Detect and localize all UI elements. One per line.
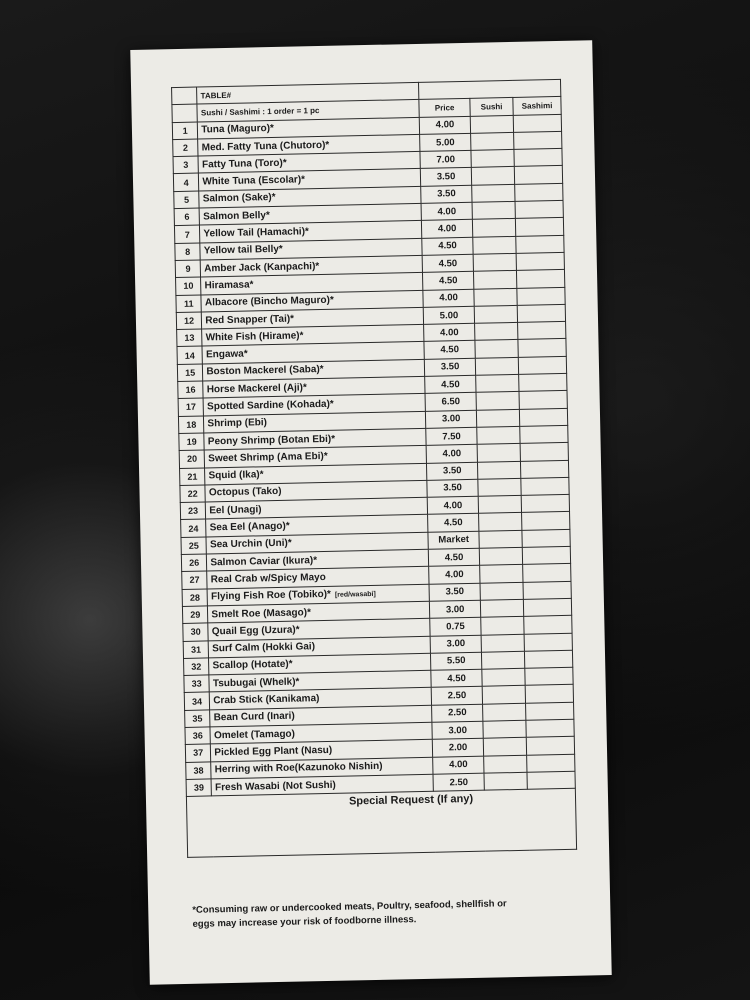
sashimi-qty-field[interactable]: [522, 529, 570, 547]
item-number: 23: [180, 502, 206, 520]
sushi-qty-field[interactable]: [477, 426, 520, 444]
sashimi-qty-field[interactable]: [526, 737, 574, 755]
item-number: 34: [184, 692, 210, 710]
item-name: Quail Egg (Uzura)*: [211, 624, 300, 638]
item-name: Spotted Sardine (Kohada)*: [207, 398, 334, 413]
item-number: 36: [185, 727, 211, 745]
sushi-qty-field[interactable]: [481, 634, 524, 652]
item-price: 7.50: [426, 427, 477, 445]
item-price: 3.00: [426, 410, 477, 428]
item-name: Hiramasa*: [204, 279, 254, 292]
sushi-qty-field[interactable]: [484, 755, 527, 773]
sashimi-header: Sashimi: [513, 97, 561, 115]
item-number: 19: [179, 433, 205, 451]
item-number: 39: [186, 779, 212, 797]
sushi-qty-field[interactable]: [483, 703, 526, 721]
item-name: Med. Fatty Tuna (Chutoro)*: [201, 139, 330, 153]
item-name: Boston Mackerel (Saba)*: [206, 364, 324, 378]
item-number: 24: [181, 519, 207, 537]
item-price: Market: [428, 531, 479, 549]
item-name: Engawa*: [205, 348, 248, 361]
item-price: 4.50: [429, 548, 480, 566]
item-name: Fresh Wasabi (Not Sushi): [214, 779, 336, 793]
sushi-qty-field[interactable]: [476, 409, 519, 427]
item-name: Yellow tail Belly*: [203, 244, 283, 257]
item-number: 28: [182, 589, 208, 607]
item-price: 2.00: [432, 738, 483, 756]
sushi-qty-field[interactable]: [475, 323, 518, 341]
sashimi-qty-field[interactable]: [526, 702, 574, 720]
sashimi-qty-field[interactable]: [527, 754, 575, 772]
sushi-qty-field[interactable]: [473, 271, 516, 289]
item-name: Albacore (Bincho Maguro)*: [204, 294, 334, 309]
sushi-qty-field[interactable]: [479, 513, 522, 531]
sashimi-qty-field[interactable]: [521, 494, 569, 512]
item-price: 4.00: [429, 566, 480, 584]
table-number-label: TABLE#: [197, 82, 419, 104]
sushi-qty-field[interactable]: [477, 461, 520, 479]
sushi-qty-field[interactable]: [482, 668, 525, 686]
item-number: 9: [175, 260, 201, 278]
sashimi-qty-field[interactable]: [518, 322, 566, 340]
item-price: 3.50: [427, 479, 478, 497]
item-number: 21: [180, 468, 206, 486]
item-name: Sweet Shrimp (Ama Ebi)*: [208, 450, 328, 465]
item-price: 5.50: [431, 652, 482, 670]
item-name: Flying Fish Roe (Tobiko)*: [210, 589, 332, 603]
item-number: 35: [185, 710, 211, 728]
item-name: Bean Curd (Inari): [213, 710, 295, 724]
item-price: 4.00: [433, 756, 484, 774]
item-number: 37: [185, 744, 211, 762]
item-number: 4: [173, 174, 199, 192]
special-request-row: [186, 788, 576, 857]
item-price: 2.50: [431, 687, 482, 705]
item-name: Scallop (Hotate)*: [212, 659, 293, 672]
item-price: 2.50: [432, 704, 483, 722]
sushi-qty-field[interactable]: [478, 478, 521, 496]
sashimi-qty-field[interactable]: [513, 114, 561, 132]
sashimi-qty-field[interactable]: [514, 131, 562, 149]
item-number: 30: [183, 623, 209, 641]
item-name: Amber Jack (Kanpachi)*: [204, 260, 320, 275]
item-price: 4.50: [423, 272, 474, 290]
item-price: 4.00: [421, 202, 472, 220]
disclaimer: *Consuming raw or undercooked meats, Poultry, seafood, shellfish or eggs may increase your risk of foodborne illness.: [192, 898, 507, 930]
item-price: 4.00: [422, 220, 473, 238]
sashimi-qty-field[interactable]: [520, 443, 568, 461]
item-name: Omelet (Tamago): [213, 728, 296, 741]
sushi-qty-field[interactable]: [472, 184, 515, 202]
item-price: 3.50: [429, 583, 480, 601]
item-number: 29: [182, 606, 208, 624]
sashimi-qty-field[interactable]: [518, 356, 566, 374]
item-name: Real Crab w/Spicy Mayo: [210, 571, 326, 586]
item-name: White Tuna (Escolar)*: [202, 174, 306, 188]
sushi-qty-field[interactable]: [480, 599, 523, 617]
item-name: Sea Urchin (Uni)*: [209, 538, 292, 551]
sashimi-qty-field[interactable]: [515, 200, 563, 218]
sashimi-qty-field[interactable]: [526, 719, 574, 737]
item-name: Surf Calm (Hokki Gai): [212, 641, 316, 655]
item-number: 16: [178, 381, 204, 399]
item-number: 20: [179, 450, 205, 468]
order-sheet: [130, 40, 611, 984]
sashimi-qty-field[interactable]: [523, 564, 571, 582]
sushi-qty-field[interactable]: [472, 219, 515, 237]
item-number: 11: [176, 295, 202, 313]
item-number: 3: [173, 156, 199, 174]
item-price: 4.00: [419, 116, 470, 134]
sushi-qty-field[interactable]: [475, 357, 518, 375]
item-name: Yellow Tail (Hamachi)*: [203, 226, 310, 240]
sushi-qty-field[interactable]: [471, 167, 514, 185]
item-number: 22: [180, 485, 206, 503]
item-price: 4.50: [428, 514, 479, 532]
sushi-qty-field[interactable]: [476, 374, 519, 392]
item-number: 17: [178, 398, 204, 416]
item-name: Octopus (Tako): [208, 486, 282, 499]
sashimi-qty-field[interactable]: [517, 304, 565, 322]
item-name: White Fish (Hirame)*: [205, 330, 304, 344]
item-price: 5.00: [420, 133, 471, 151]
item-price: 2.50: [433, 773, 484, 791]
sashimi-qty-field[interactable]: [523, 581, 571, 599]
item-number: 14: [177, 346, 203, 364]
item-number: 32: [184, 658, 210, 676]
item-price: 4.00: [423, 289, 474, 307]
sushi-qty-field[interactable]: [481, 651, 524, 669]
item-price: 3.00: [430, 635, 481, 653]
sashimi-qty-field[interactable]: [521, 460, 569, 478]
item-number: 2: [173, 139, 199, 157]
item-name: Herring with Roe(Kazunoko Nishin): [214, 761, 383, 776]
item-price: 4.50: [422, 237, 473, 255]
sashimi-qty-field[interactable]: [522, 512, 570, 530]
item-price: 5.00: [423, 306, 474, 324]
sashimi-qty-field[interactable]: [520, 425, 568, 443]
item-price: 4.50: [431, 669, 482, 687]
sashimi-qty-field[interactable]: [521, 477, 569, 495]
item-name: Tuna (Maguro)*: [201, 123, 275, 136]
sashimi-qty-field[interactable]: [516, 252, 564, 270]
item-name: Fatty Tuna (Toro)*: [201, 157, 287, 171]
sashimi-qty-field[interactable]: [514, 166, 562, 184]
item-name: Crab Stick (Kanikama): [213, 693, 320, 707]
item-name: Red Snapper (Tai)*: [205, 313, 295, 326]
item-price: 4.00: [426, 444, 477, 462]
item-price: 4.50: [425, 375, 476, 393]
special-request-field[interactable]: [186, 788, 576, 857]
item-name: Smelt Roe (Masago)*: [211, 606, 312, 620]
item-number: 38: [186, 761, 212, 779]
item-number: 26: [181, 554, 207, 572]
menu-table: [171, 79, 577, 858]
item-number: 10: [176, 277, 202, 295]
sashimi-qty-field[interactable]: [519, 391, 567, 409]
item-name: Peony Shrimp (Botan Ebi)*: [207, 433, 336, 447]
sushi-qty-field[interactable]: [480, 565, 523, 583]
item-number: 18: [178, 416, 204, 434]
sashimi-qty-field[interactable]: [518, 339, 566, 357]
item-price: 3.00: [432, 721, 483, 739]
item-price: 6.50: [425, 393, 476, 411]
sushi-qty-field[interactable]: [479, 547, 522, 565]
sushi-qty-field[interactable]: [472, 201, 515, 219]
sushi-qty-field[interactable]: [473, 253, 516, 271]
price-header: Price: [419, 99, 470, 117]
item-price: 3.50: [427, 462, 478, 480]
sashimi-qty-field[interactable]: [515, 183, 563, 201]
sashimi-qty-field[interactable]: [519, 373, 567, 391]
item-price: 3.50: [421, 185, 472, 203]
sushi-qty-field[interactable]: [473, 236, 516, 254]
sushi-qty-field[interactable]: [471, 150, 514, 168]
sashimi-qty-field[interactable]: [516, 235, 564, 253]
item-name: Shrimp (Ebi): [207, 417, 268, 430]
item-name: Salmon (Sake)*: [202, 192, 276, 205]
sushi-qty-field[interactable]: [477, 444, 520, 462]
sushi-qty-field[interactable]: [474, 288, 517, 306]
item-price: 3.00: [430, 600, 481, 618]
sushi-qty-field[interactable]: [483, 720, 526, 738]
item-number: 33: [184, 675, 210, 693]
item-price: 7.00: [420, 151, 471, 169]
item-number: 12: [176, 312, 202, 330]
item-name: Sea Eel (Anago)*: [209, 520, 290, 534]
sashimi-qty-field[interactable]: [525, 650, 573, 668]
sushi-qty-field[interactable]: [475, 340, 518, 358]
item-name: Salmon Caviar (Ikura)*: [210, 554, 318, 569]
item-price: 0.75: [430, 617, 481, 635]
item-number: 13: [177, 329, 203, 347]
item-name: Horse Mackerel (Aji)*: [206, 382, 307, 396]
item-price: 4.50: [424, 341, 475, 359]
sashimi-qty-field[interactable]: [525, 667, 573, 685]
item-name: Pickled Egg Plant (Nasu): [214, 744, 333, 759]
sushi-qty-field[interactable]: [476, 392, 519, 410]
item-number: 8: [175, 243, 201, 261]
sushi-qty-field[interactable]: [474, 305, 517, 323]
sushi-qty-field[interactable]: [478, 495, 521, 513]
sashimi-qty-field[interactable]: [517, 270, 565, 288]
item-number: 25: [181, 537, 207, 555]
sashimi-qty-field[interactable]: [517, 287, 565, 305]
item-number: 15: [177, 364, 203, 382]
order-note: Sushi / Sashimi : 1 order = 1 pc: [197, 100, 419, 122]
item-number: 31: [183, 640, 209, 658]
sushi-qty-field[interactable]: [481, 617, 524, 635]
item-price: 4.00: [424, 323, 475, 341]
item-name: Tsubugai (Whelk)*: [212, 676, 300, 690]
item-number: 6: [174, 208, 200, 226]
sashimi-qty-field[interactable]: [522, 546, 570, 564]
sushi-qty-field[interactable]: [482, 686, 525, 704]
sashimi-qty-field[interactable]: [519, 408, 567, 426]
sashimi-qty-field[interactable]: [524, 633, 572, 651]
item-number: 1: [172, 122, 198, 140]
item-note: [red/wasabi]: [334, 591, 376, 600]
item-number: 5: [174, 191, 200, 209]
sashimi-qty-field[interactable]: [524, 616, 572, 634]
sushi-qty-field[interactable]: [479, 530, 522, 548]
item-name: Salmon Belly*: [203, 209, 270, 223]
sashimi-qty-field[interactable]: [527, 771, 575, 789]
sashimi-qty-field[interactable]: [514, 149, 562, 167]
item-price: 4.50: [422, 254, 473, 272]
sashimi-qty-field[interactable]: [516, 218, 564, 236]
item-price: 4.00: [427, 496, 478, 514]
item-name: Squid (Ika)*: [208, 469, 264, 482]
sushi-qty-field[interactable]: [471, 132, 514, 150]
sushi-qty-field[interactable]: [483, 738, 526, 756]
sushi-qty-field[interactable]: [470, 115, 513, 133]
item-price: 3.50: [421, 168, 472, 186]
special-request-label: Special Request (If any): [348, 793, 474, 808]
item-number: 7: [174, 225, 200, 243]
item-name: Eel (Unagi): [209, 504, 262, 517]
sushi-qty-field[interactable]: [484, 772, 527, 790]
item-price: 3.50: [425, 358, 476, 376]
sashimi-qty-field[interactable]: [523, 598, 571, 616]
sushi-header: Sushi: [470, 98, 513, 116]
item-number: 27: [182, 571, 208, 589]
sashimi-qty-field[interactable]: [525, 685, 573, 703]
sushi-qty-field[interactable]: [480, 582, 523, 600]
